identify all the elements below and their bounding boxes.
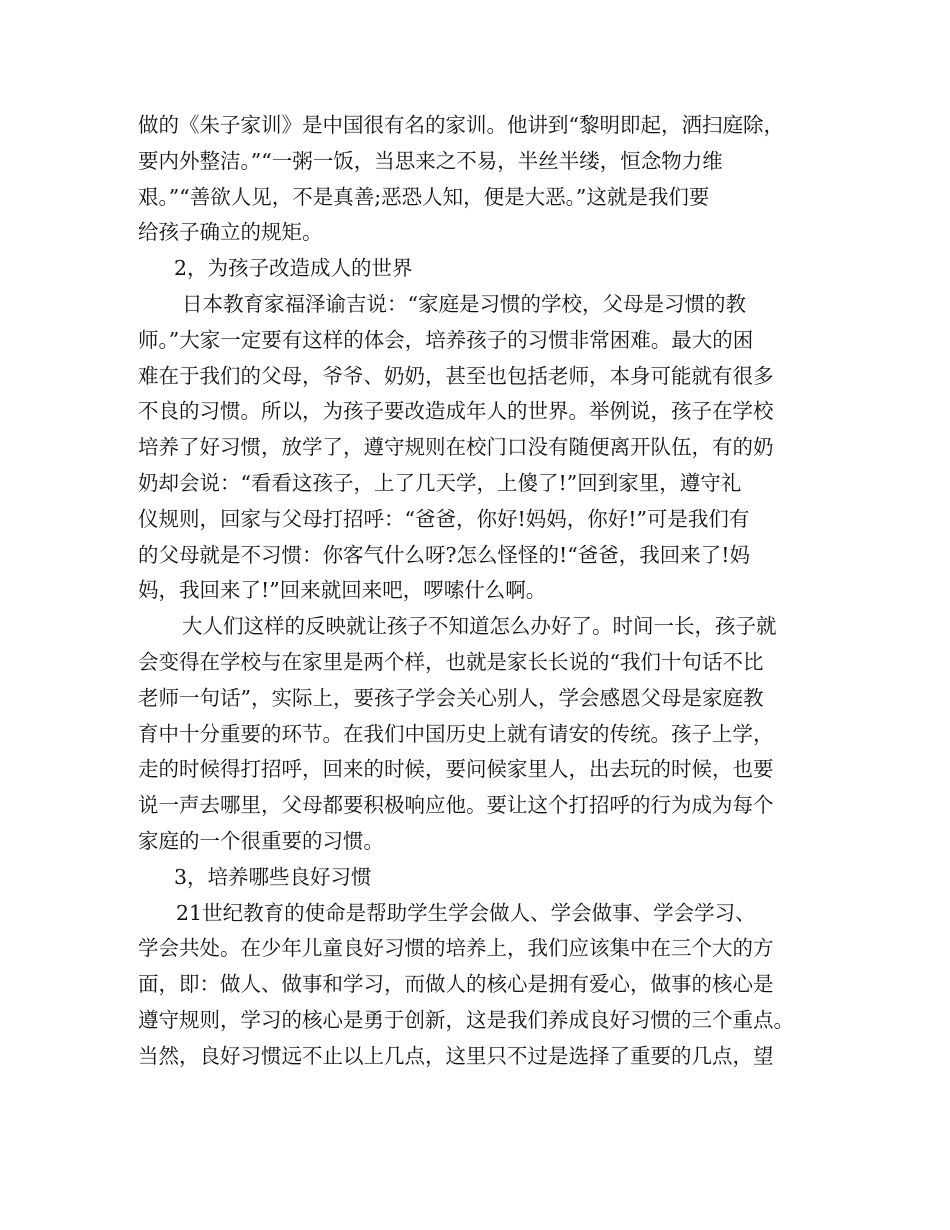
text-line: 当然，良好习惯远不止以上几点，这里只不过是选择了重要的几点，望 [138, 1043, 774, 1068]
text-line: 的父母就是不习惯：你客气什么呀?怎么怪怪的!“爸爸，我回来了!妈 [138, 542, 750, 567]
text-line: 不良的习惯。所以，为孩子要改造成年人的世界。举例说，孩子在学校 [138, 399, 774, 424]
text-line: 老师一句话”，实际上，要孩子学会关心别人，学会感恩父母是家庭教 [138, 685, 764, 710]
text-line: 家庭的一个很重要的习惯。 [138, 828, 384, 853]
text-line: 会变得在学校与在家里是两个样，也就是家长长说的“我们十句话不比 [138, 649, 764, 674]
text-line: 师。”大家一定要有这样的体会，培养孩子的习惯非常困难。最大的困 [138, 327, 754, 352]
text-line: 奶却会说：“看看这孩子，上了几天学，上傻了!”回到家里，遵守礼 [138, 470, 742, 495]
section-heading-3: 3，培养哪些良好习惯 [174, 864, 372, 889]
text-line: 学会共处。在少年儿童良好习惯的培养上，我们应该集中在三个大的方 [138, 936, 774, 961]
document-body [138, 108, 828, 1075]
text-line: 做的《朱子家训》是中国很有名的家训。他讲到“黎明即起，洒扫庭除， [138, 113, 784, 137]
paragraph-first-line: 21世纪教育的使命是帮助学生学会做人、学会做事、学会学习、 [176, 900, 756, 925]
text-line: 走的时候得打招呼，回来的时候，要问候家里人，出去玩的时候，也要 [138, 757, 774, 782]
section-heading-2: 2，为孩子改造成人的世界 [174, 256, 413, 281]
text-line: 给孩子确立的规矩。 [138, 220, 323, 245]
text-line: 面，即：做人、做事和学习，而做人的核心是拥有爱心，做事的核心是 [138, 972, 774, 997]
text-line: 难在于我们的父母，爷爷、奶奶，甚至也包括老师，本身可能就有很多 [138, 363, 774, 388]
text-line: 说一声去哪里，父母都要积极响应他。要让这个打招呼的行为成为每个 [138, 793, 774, 818]
text-line: 育中十分重要的环节。在我们中国历史上就有请安的传统。孩子上学， [138, 721, 774, 746]
text-line: 艰。”“善欲人见，不是真善;恶恐人知，便是大恶。”这就是我们要 [138, 184, 710, 209]
text-line: 遵守规则，学习的核心是勇于创新，这是我们养成良好习惯的三个重点。 [138, 1007, 794, 1032]
text-line: 妈，我回来了!”回来就回来吧，啰嗦什么啊。 [138, 578, 547, 603]
paragraph-first-line: 大人们这样的反映就让孩子不知道怎么办好了。时间一长，孩子就 [182, 614, 777, 639]
text-line: 仪规则，回家与父母打招呼：“爸爸，你好!妈妈，你好!”可是我们有 [138, 506, 750, 531]
text-line: 培养了好习惯，放学了，遵守规则在校门口没有随便离开队伍，有的奶 [138, 435, 774, 460]
paragraph-first-line: 日本教育家福泽谕吉说：“家庭是习惯的学校，父母是习惯的教 [182, 291, 746, 316]
text-line: 要内外整洁。”“一粥一饭，当思来之不易，半丝半缕，恒念物力维 [138, 148, 723, 173]
